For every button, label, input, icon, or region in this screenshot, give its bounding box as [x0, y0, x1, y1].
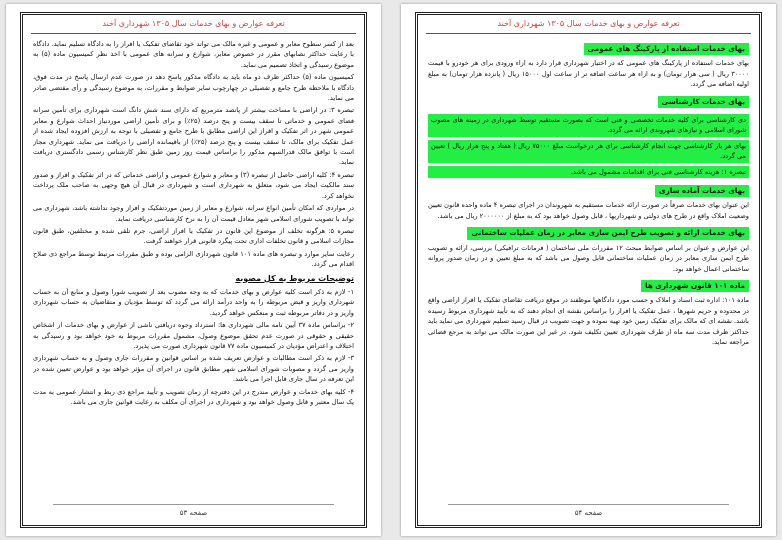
page-number: ۵۳ صفحه [179, 509, 208, 517]
page-content [33, 39, 354, 499]
page-content [428, 39, 749, 499]
page-header: تعرفه عوارض و بهای خدمات سال ۱۳۰۵ شهرداری آخند [102, 19, 285, 28]
highlighted-heading: بهای خدمات استفاده از پارکینگ های عمومی [584, 43, 750, 55]
highlighted-heading: ماده ۱۰۱ قانون شهرداری ها [641, 280, 749, 292]
paragraph: بعد از کسر سطوح معابر و عمومی و غیره مالک می تواند خود تقاضای تفکیک یا افراز را به دادگاه تسلیم نماید. دادگاه با رعایت حداکثر نصابهای مقرر در خصوص معابر، شوارع و سرانه های عمومی با اخذ نظر کمیسیون ماده (۵) به موضوع رسیدگی و اتخاذ تصمیم می نماید. [33, 40, 354, 69]
page-border [20, 12, 367, 528]
highlighted-note: تبصره ۱: هزینه کارشناسی فنی برای اقدامات مشمول می باشد. [428, 166, 749, 178]
footer-divider [53, 504, 334, 505]
footer-divider [448, 504, 729, 505]
paragraph: ماده ۱۰۱: اداره ثبت اسناد و املاک و حسب مورد دادگاهها موظفند در موقع دریافت تقاضای تفکیک یا افراز اراضی واقع در محدوده و حریم شهرها ، عمل تفکیک یا افراز را براساس نقشه ای انجام دهند که به تأیید شهرداری مربوط رسیده باشد. نقشه ای که مالک برای تفکیک زمین خود تهیه نموده و جهت تصویب در قبال رسید تسلیم شهرداری می نماید باید حداکثر ظرف مدت سه ماه از طرف شهرداری تعیین تکلیف شود. در غیر این صورت مالک می تواند به مرجع قضائی مراجعه نماید. [428, 296, 749, 346]
paragraph: تبصره ۴: کلیه اراضی حاصل از تبصره (۳) و معابر و شوارع عمومی و اراضی خدماتی که در اثر تفکیک و افراز و صدور سند مالکیت ایجاد می شود، متعلق به شهرداری است و شهرداری در قبال آن هیچ وجهی به صاحب ملک پرداخت نخواهد کرد. [33, 170, 354, 200]
section-heading: توضیحات مربوط به کل مصوبه [235, 273, 354, 283]
document-page-left [6, 4, 381, 536]
highlighted-paragraph: بهای هر بار کارشناسی جهت انجام کارشناسی برای هر درخواست مبلغ ۷۵۰۰۰ ریال ( هفتاد و پنج هزار ریال ) تعیین می گردد. [428, 140, 749, 163]
paragraph: این عنوان بهای خدمات صرفاً در صورت ارائه خدمات مستقیم به شهروندان در اجرای تبصره ۴ ماده واحده قانون تعیین وضعیت املاک واقع در طرح های دولتی و شهرداریها ، قابل وصول خواهد بود که به مبلغ از ۲۰۰۰۰۰۰ ریال می باشد. [428, 201, 749, 220]
header-divider [426, 33, 751, 34]
header-divider [31, 33, 356, 34]
paragraph: ۱- لازم به ذکر است کلیه عوارض و بهای خدمات که به وجه مصوب بعد از تصویب شورا وصول و منابع آن به حساب شهرداری واریز و قبض مربوطه را به واحد درآمد ارائه می گردد که توسط مؤدیان و متقاضیان به حساب شهرداری واریز و در دفاتر مربوطه ثبت و منعکس خواهد گردید. [33, 287, 354, 317]
paragraph: بهای خدمات استفاده از پارکینگ های عمومی که در اختیار شهرداری قرار دارد به ازاء ورودی برای هر خودرو با قیمت ۳۰۰۰۰ ریال ( سی هزار تومان) و به ازاء هر ساعت اضافه تر از ساعت اول ۱۵۰۰۰ ریال ( پانزده هزار تومان) به مبلغ اولیه اضافه می گردد. [428, 59, 749, 89]
paragraph: ۳- لازم به ذکر است مطالبات و عوارض تعریف شده بر اساس قوانین و مقررات جاری وصول و به حساب شهرداری واریز می گردد و مصوبات شورای اسلامی شهر مطابق قانون در اجرای آن مؤثر خواهد بود و عوارض تعیین شده در این تعرفه در سال جاری قابل اجرا می باشد. [33, 354, 354, 384]
page-header: تعرفه عوارض و بهای خدمات سال ۱۳۰۵ شهرداری آخند [497, 19, 680, 28]
paragraph: رعایت سایر موارد و تبصره های ماده ۱۰۱ قانون شهرداری الزامی بوده و طبق مقررات مرتبط توسط مراجع ذی صلاح اقدام می گردد. [33, 249, 354, 269]
paragraph: ۴- کلیه بهای خدمات و عوارض مندرج در این دفترچه از زمان تصویب و تأیید مراجع ذی ربط و انتشار عمومی به مدت یک سال معتبر و قابل وصول خواهد بود و شهرداری در اجرای آن مکلف به رعایت قوانین جاری می باشد. [33, 387, 354, 406]
page-number: ۵۴ صفحه [574, 509, 603, 517]
highlighted-heading: بهای خدمات کارشناسی [658, 96, 750, 108]
highlighted-heading: بهای خدمات ارائه و تصویب طرح ایمن سازی معابر در زمان عملیات ساختمانی [467, 227, 749, 239]
paragraph: کمیسیون ماده (۵) حداکثر ظرف دو ماه باید به دادگاه مذکور پاسخ دهد در صورت عدم ارسال پاسخ در مدت فوق، دادگاه با ملاحظه طرح جامع و تفصیلی در چهارچوب سایر ضوابط و مقررات، به موضوع رسیدگی و رأی مقتضی صادر می نماید. [33, 73, 354, 103]
highlighted-paragraph: دی کارشناسی برای کلیه خدمات تخصصی و فنی است که بصورت مستقیم توسط شهرداری در زمینه های مصوب شورای اسلامی و نیازهای شهروندی ارائه می گردد. [428, 114, 749, 137]
paragraph: ۲- براساس ماده ۳۷ آیین نامه مالی شهرداری ها: استرداد وجوه دریافتی ناشی از عوارض و بهای خدمات از اشخاص حقیقی و حقوقی در صورت عدم تحقق موضوع وصول، مشمول مقررات مربوط به خود خواهد بود و رسیدگی به اختلاف و اعتراض مؤدیان در کمیسیون ماده ۷۷ قانون شهرداری صورت می پذیرد. [33, 321, 354, 350]
paragraph: در مواردی که امکان تأمین انواع سرانه، شوارع و معابر از زمین موردتفکیک و افراز وجود نداشته باشد، شهرداری می تواند با تصویب شورای اسلامی شهر معادل قیمت آن را به نرخ کارشناسی دریافت نماید. [33, 204, 354, 223]
document-page-right [401, 4, 776, 536]
paragraph: تبصره ۳: در اراضی با مساحت بیشتر از پانصد مترمربع که دارای سند شش دانگ است شهرداری برای تأمین سرانه فضای عمومی و خدماتی تا سقف بیست و پنج درصد (۲۵٪) و برای تأمین اراضی موردنیاز احداث شوارع و معابر عمومی شهر در اثر تفکیک و افراز این اراضی مطابق با طرح جامع و تفصیلی با توجه به ارزش افزوده ایجاد شده از عمل تفکیک برای مالک، تا سقف بیست و پنج درصد (۲۵٪) از باقیمانده اراضی را دریافت می نماید. شهرداری مجاز است با توافق مالک قدرالسهم مذکور را براساس قیمت روز زمین طبق نظر کارشناس رسمی دادگستری دریافت نماید. [33, 106, 354, 167]
page-border [415, 12, 762, 528]
paragraph: تبصره ۵: هرگونه تخلف از موضوع این قانون در تفکیک یا افراز اراضی، جرم تلقی شده و مختلفین، طبق قانون مجازات اسلامی و قانون تخلفات اداری تحت پیگرد قانونی قرار خواهند گرفت. [33, 226, 354, 246]
paragraph: این عوارض و عنوان بر اساس ضوابط مبحث ۱۲ مقررات ملی ساختمان ( فرمانات ترافیکی) بررسی، ارائه و تصویب طرح ایمن سازی معابر در زمان عملیات ساختمانی قابل وصول می باشد که به مبلغ تعیین و در زمان صدور پروانه ساختمانی اعمال خواهد بود. [428, 243, 749, 273]
highlighted-heading: بهای خدمات آماده سازی [655, 185, 749, 197]
